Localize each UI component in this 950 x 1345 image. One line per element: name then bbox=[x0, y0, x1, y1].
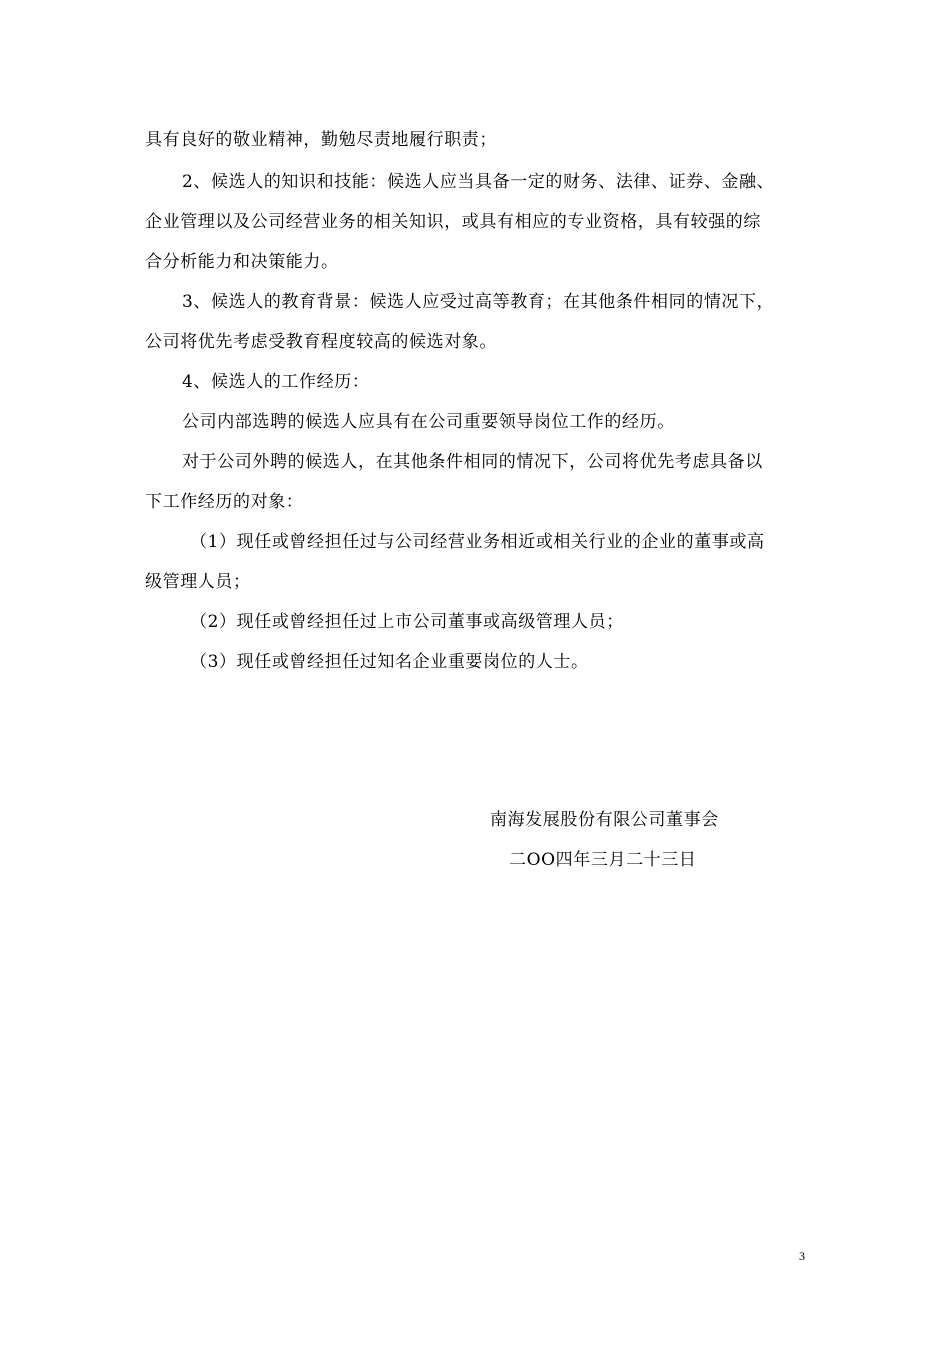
body-line-9: 对于公司外聘的候选人，在其他条件相同的情况下，公司将优先考虑具备以 bbox=[182, 452, 763, 472]
body-line-4: 合分析能力和决策能力。 bbox=[145, 252, 339, 272]
body-line-10: 下工作经历的对象： bbox=[145, 492, 304, 512]
body-line-13: （2）现任或曾经担任过上市公司董事或高级管理人员； bbox=[190, 612, 624, 632]
body-line-1: 具有良好的敬业精神，勤勉尽责地履行职责； bbox=[145, 130, 497, 150]
body-line-11: （1）现任或曾经担任过与公司经营业务相近或相关行业的企业的董事或高 bbox=[190, 532, 765, 552]
body-line-14: （3）现任或曾经担任过知名企业重要岗位的人士。 bbox=[190, 652, 589, 672]
signature-organization: 南海发展股份有限公司董事会 bbox=[490, 810, 719, 830]
body-line-12: 级管理人员； bbox=[145, 572, 251, 592]
page-number: 3 bbox=[799, 1249, 805, 1263]
body-line-5: 3、候选人的教育背景：候选人应受过高等教育；在其他条件相同的情况下， bbox=[182, 292, 775, 312]
body-line-8: 公司内部选聘的候选人应具有在公司重要领导岗位工作的经历。 bbox=[182, 412, 675, 432]
signature-date: 二OO四年三月二十三日 bbox=[509, 850, 697, 870]
body-line-3: 企业管理以及公司经营业务的相关知识，或具有相应的专业资格，具有较强的综 bbox=[145, 212, 761, 232]
body-line-6: 公司将优先考虑受教育程度较高的候选对象。 bbox=[145, 332, 497, 352]
body-line-2: 2、候选人的知识和技能：候选人应当具备一定的财务、法律、证券、金融、 bbox=[182, 172, 775, 192]
body-line-7: 4、候选人的工作经历： bbox=[182, 372, 370, 392]
